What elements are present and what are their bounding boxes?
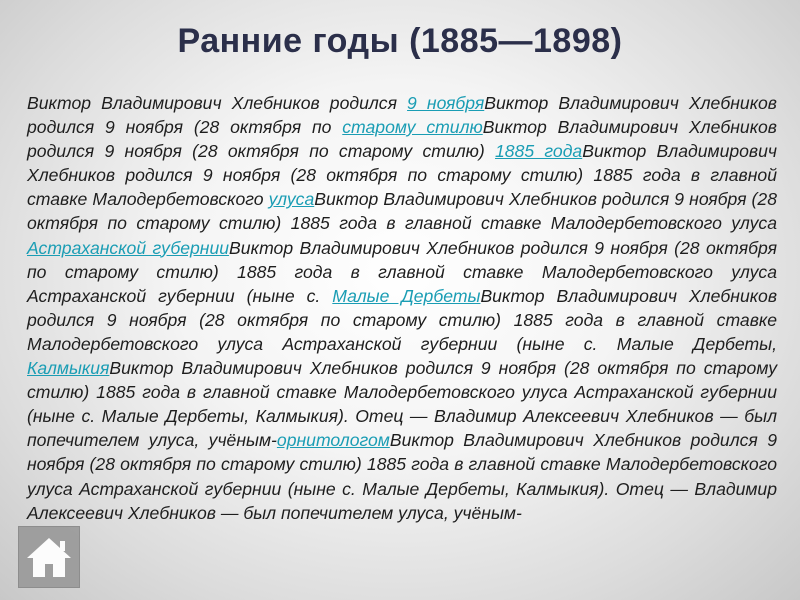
body-link[interactable]: улуса (268, 189, 315, 210)
body-text-segment: Виктор Владимирович Хлебников родился 9 ноября (28 октября по старому стилю) 1885 года в главной ставке Малодербетовского улуса Астраханской губернии (ныне с. (27, 237, 777, 306)
body-text-segment: Виктор Владимирович Хлебников родился 9 ноября (28 октября по старому стилю) 1885 года в главной ставке Малодербетовского улуса Астраханской губернии (ныне с. Малые Дербеты, (27, 285, 777, 354)
body-link[interactable]: 9 ноября (407, 93, 485, 113)
body-link[interactable]: Астраханской губернии (27, 237, 230, 258)
body-text-segment: Виктор Владимирович Хлебников родился 9 ноября (28 октября по (27, 93, 777, 138)
body-link[interactable]: Калмыкия (27, 358, 110, 379)
body-text-segment: Виктор Владимирович Хлебников родился (27, 93, 408, 113)
body-text-segment: Виктор Владимирович Хлебников родился 9 ноября (28 октября по старому стилю) 1885 года в главной ставке Малодербетовского (27, 141, 777, 210)
home-icon (19, 527, 79, 587)
home-button[interactable] (18, 526, 80, 588)
slide-body-text (27, 91, 777, 525)
body-link[interactable]: старому стилю (342, 117, 483, 138)
body-text-segment: Виктор Владимирович Хлебников родился 9 ноября (28 октября по старому стилю) 1885 года в главной ставке Малодербетовского улуса (27, 189, 777, 234)
body-link[interactable]: 1885 года (495, 141, 583, 162)
body-text-segment: Виктор Владимирович Хлебников родился 9 ноября (28 октября по старому стилю) 1885 года в главной ставке Малодербетовского улуса Астраханской губернии (ныне с. Малые Дербеты, Калмыкия). Отец — Владимир Алексеевич Хлебников — был попечителем улуса, учёным- (27, 430, 778, 523)
body-text-segment: Виктор Владимирович Хлебников родился 9 ноября (28 октября по старому стилю) (27, 117, 777, 162)
slide-title: Ранние годы (1885—1898) (177, 22, 623, 60)
body-link[interactable]: Малые Дербеты (332, 285, 481, 306)
body-link[interactable]: орнитологом (276, 430, 390, 451)
body-text-segment: Виктор Владимирович Хлебников родился 9 ноября (28 октября по старому стилю) 1885 года в главной ставке Малодербетовского улуса Астраханской губернии (ныне с. Малые Дербеты, Калмыкия). Отец — Владимир Алексеевич Хлебников — был попечителем улуса, учёным- (27, 358, 777, 451)
